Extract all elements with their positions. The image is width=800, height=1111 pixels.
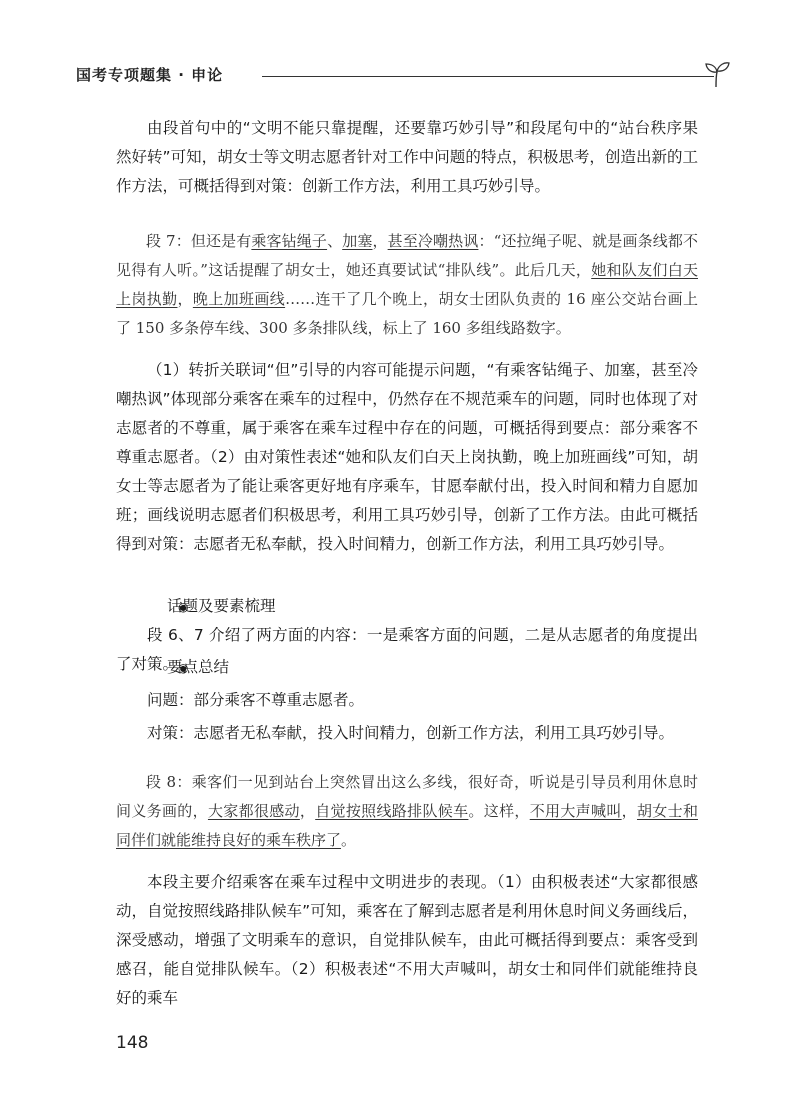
page-number: 148: [116, 1033, 149, 1053]
header-rule: [262, 76, 714, 77]
key-point-problem: 问题：部分乘客不尊重志愿者。: [147, 691, 365, 709]
section-heading-key-points: ◉ 要点总结: [116, 653, 698, 683]
summary-paragraph: 段 6、7 介绍了两方面的内容：一是乘客方面的问题，二是从志愿者的角度提出了对策。: [116, 626, 698, 673]
key-point-countermeasure: 对策：志愿者无私奉献，投入时间精力，创新工作方法，利用工具巧妙引导。: [147, 724, 675, 742]
header-title: 国考专项题集 · 申论: [76, 66, 224, 84]
section-heading-topic: ◉ 话题及要素梳理: [116, 592, 698, 622]
source-paragraph-7: 段 7：但还是有乘客钻绳子、加塞，甚至冷嘲热讽：“还拉绳子呢、就是画条线都不见得有人听。”这话提醒了胡女士，她还真要试试“排队线”。此后几天，她和队友们白天上岗执勤，晚上加班画线……连干了几个晚上，胡女士团队负责的 16 座公交站台画上了 150 多条停车线、300 多条排队线，标上了 160 多组线路数字。: [116, 232, 698, 337]
sprout-icon: [704, 60, 730, 88]
running-header: [76, 60, 716, 90]
source-paragraph-8: 段 8：乘客们一见到站台上突然冒出这么多线，很好奇，听说是引导员利用休息时间义务画的，大家都很感动，自觉按照线路排队候车。这样，不用大声喊叫，胡女士和同伴们就能维持良好的乘车秩序了。: [116, 773, 698, 849]
analysis-paragraph-1: 由段首句中的“文明不能只靠提醒，还要靠巧妙引导”和段尾句中的“站台秩序果然好转”可知，胡女士等文明志愿者针对工作中问题的特点，积极思考，创造出新的工作方法，可概括得到对策：创新工作方法，利用工具巧妙引导。: [116, 119, 698, 195]
analysis-paragraph-3: 本段主要介绍乘客在乘车过程中文明进步的表现。（1）由积极表述“大家都很感动，自觉按照线路排队候车”可知，乘客在了解到志愿者是利用休息时间义务画线后，深受感动，增强了文明乘车的意识，自觉排队候车，由此可概括得到要点：乘客受到感召，能自觉排队候车。（2）积极表述“不用大声喊叫，胡女士和同伴们就能维持良好的乘车: [116, 873, 698, 1007]
analysis-paragraph-2: （1）转折关联词“但”引导的内容可能提示问题，“有乘客钻绳子、加塞，甚至冷嘲热讽”体现部分乘客在乘车的过程中，仍然存在不规范乘车的问题，同时也体现了对志愿者的不尊重，属于乘客在乘车过程中存在的问题，可概括得到要点：部分乘客不尊重志愿者。（2）由对策性表述“她和队友们白天上岗执勤，晚上加班画线”可知，胡女士等志愿者为了能让乘客更好地有序乘车，甘愿奉献付出，投入时间和精力自愿加班；画线说明志愿者们积极思考，利用工具巧妙引导，创新了工作方法。由此可概括得到对策：志愿者无私奉献，投入时间精力，创新工作方法，利用工具巧妙引导。: [116, 361, 698, 553]
